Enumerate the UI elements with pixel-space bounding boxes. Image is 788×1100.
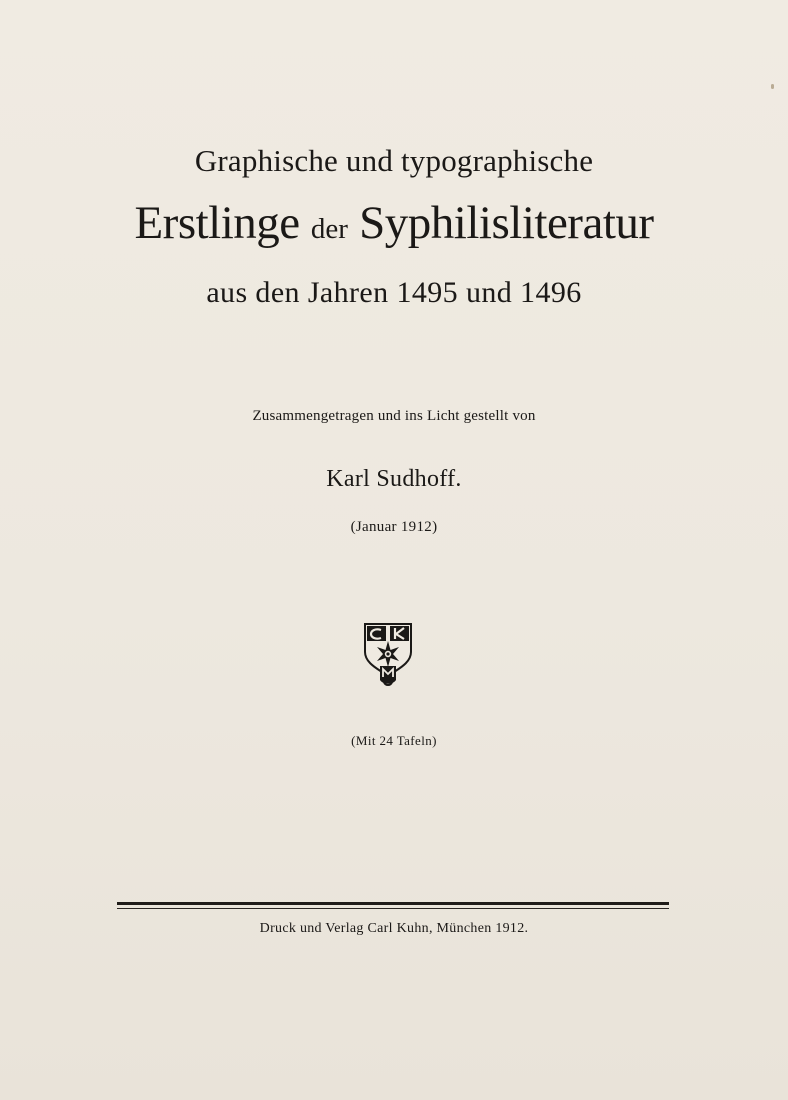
imprint-rule-thick	[117, 902, 669, 905]
plates-note: (Mit 24 Tafeln)	[351, 733, 437, 748]
publisher-monogram-icon	[362, 622, 414, 686]
author-name: Karl Sudhoff.	[326, 466, 462, 492]
title-line-1: Graphische und typographische	[194, 143, 594, 178]
title-line-3: aus den Jahren 1495 und 1496	[206, 276, 582, 309]
main-title	[0, 196, 788, 250]
imprint-line: Druck und Verlag Carl Kuhn, München 1912.	[259, 921, 529, 936]
imprint-rule-thin	[117, 908, 669, 909]
date-line: (Januar 1912)	[350, 519, 438, 535]
paper-speck	[771, 84, 774, 89]
main-title-part-2: der	[310, 213, 348, 245]
main-title-part-1: Erstlinge	[134, 197, 300, 249]
compiled-by-line: Zusammengetragen und ins Licht gestellt von	[252, 408, 536, 424]
main-title-part-3: Syphilisliteratur	[359, 197, 654, 249]
